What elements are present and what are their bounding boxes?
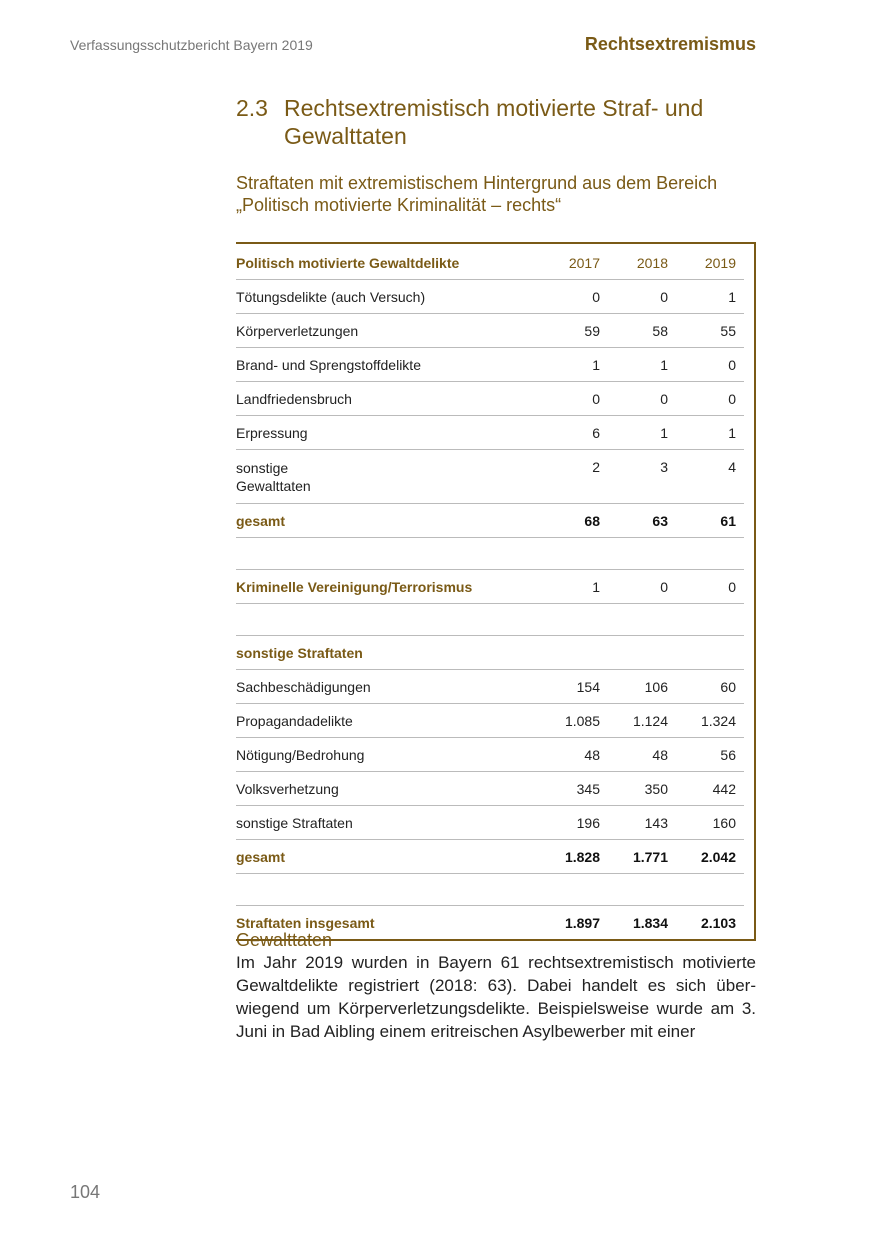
value-2018: 3 xyxy=(660,459,668,475)
value-2018: 0 xyxy=(660,391,668,407)
other-total-row xyxy=(236,840,744,874)
violent-total-row xyxy=(236,504,744,538)
other-offences-heading-row xyxy=(236,636,744,670)
terrorism-row xyxy=(236,570,744,604)
value-2019: 160 xyxy=(712,815,736,831)
row-label: Tötungsdelikte (auch Versuch) xyxy=(236,289,426,305)
table-row xyxy=(236,416,744,450)
page-number: 104 xyxy=(70,1182,101,1202)
table-row xyxy=(236,772,744,806)
row-label: Nötigung/Bedrohung xyxy=(236,747,365,763)
grand-total-2019: 2.103 xyxy=(700,915,736,931)
value-2018: 1 xyxy=(660,425,668,441)
header-year-2017: 2017 xyxy=(568,255,600,271)
header-label: Politisch motivierte Gewaltdelikte xyxy=(236,255,460,271)
value-2018: 106 xyxy=(644,679,668,695)
row-label: Propagandadelikte xyxy=(236,713,353,729)
value-2019: 1 xyxy=(728,289,736,305)
table-row xyxy=(236,806,744,840)
value-2017: 345 xyxy=(576,781,600,797)
value-2017: 0 xyxy=(592,289,600,305)
value-2019: 0 xyxy=(728,357,736,373)
value-2017: 48 xyxy=(584,747,600,763)
table-row xyxy=(236,450,744,504)
value-2018: 1.124 xyxy=(632,713,668,729)
grand-total-label: Straftaten insgesamt xyxy=(236,915,375,931)
value-2019: 55 xyxy=(720,323,736,339)
total-2018: 63 xyxy=(652,513,668,529)
section-title: Rechtsextremistisch motivierte Straf- und Gewalttaten xyxy=(284,95,704,149)
spacer-row xyxy=(236,874,744,906)
value-2019: 1 xyxy=(728,425,736,441)
value-2017: 1 xyxy=(592,579,600,595)
value-2019: 0 xyxy=(728,579,736,595)
body-subheading: Gewalttaten xyxy=(236,930,333,950)
value-2017: 6 xyxy=(592,425,600,441)
value-2019: 1.324 xyxy=(700,713,736,729)
header-year-2019: 2019 xyxy=(704,255,736,271)
value-2019: 442 xyxy=(712,781,736,797)
body-paragraph: Im Jahr 2019 wurden in Bayern 61 rechtsextremistisch motivierte Gewaltdelikte registriert (2018: 63). Dabei handelt es sich überwiegend um Körperverletzungsdelikte. Beispielsweise wurde am 3. Juni in Bad Aibling einem eritreischen Asylbewerber mit einer xyxy=(236,953,756,1041)
table-caption: Straftaten mit extremistischem Hintergrund aus dem Bereich „Politisch motivierte Kriminalität – rechts“ xyxy=(236,173,718,215)
table-row xyxy=(236,704,744,738)
value-2017: 2 xyxy=(592,459,600,475)
table-row xyxy=(236,670,744,704)
value-2018: 48 xyxy=(652,747,668,763)
value-2019: 0 xyxy=(728,391,736,407)
row-label: sonstige Gewalttaten xyxy=(236,460,311,494)
total-2019: 2.042 xyxy=(700,849,736,865)
running-header-title: Verfassungsschutzbericht Bayern 2019 xyxy=(70,37,313,53)
section-number: 2.3 xyxy=(236,95,268,121)
table-header-row xyxy=(236,244,744,280)
value-2019: 60 xyxy=(720,679,736,695)
row-label: Volksverhetzung xyxy=(236,781,339,797)
value-2018: 0 xyxy=(660,289,668,305)
table-row xyxy=(236,738,744,772)
table-row xyxy=(236,314,744,348)
table-row xyxy=(236,280,744,314)
value-2018: 1 xyxy=(660,357,668,373)
header-year-2018: 2018 xyxy=(636,255,668,271)
row-label: sonstige Straftaten xyxy=(236,815,353,831)
spacer-row xyxy=(236,538,744,570)
row-label: Sachbeschädigungen xyxy=(236,679,371,695)
spacer-row xyxy=(236,604,744,636)
row-label: Kriminelle Vereinigung/Terrorismus xyxy=(236,579,473,595)
grand-total-2018: 1.834 xyxy=(632,915,668,931)
value-2018: 350 xyxy=(644,781,668,797)
running-header-chapter: Rechtsextremismus xyxy=(584,34,756,54)
value-2018: 143 xyxy=(644,815,668,831)
table-row xyxy=(236,382,744,416)
group-heading: sonstige Straftaten xyxy=(236,645,363,661)
row-label: Brand- und Sprengstoffdelikte xyxy=(236,357,421,373)
value-2017: 0 xyxy=(592,391,600,407)
value-2017: 154 xyxy=(576,679,600,695)
value-2017: 59 xyxy=(584,323,600,339)
total-2017: 68 xyxy=(584,513,600,529)
total-2018: 1.771 xyxy=(632,849,668,865)
total-2019: 61 xyxy=(720,513,736,529)
value-2018: 0 xyxy=(660,579,668,595)
value-2018: 58 xyxy=(652,323,668,339)
total-2017: 1.828 xyxy=(564,849,600,865)
value-2019: 56 xyxy=(720,747,736,763)
grand-total-2017: 1.897 xyxy=(564,915,600,931)
section-heading xyxy=(236,94,776,150)
row-label: Landfriedensbruch xyxy=(236,391,352,407)
row-label: Erpressung xyxy=(236,425,308,441)
value-2017: 1 xyxy=(592,357,600,373)
statistics-table xyxy=(236,242,756,941)
value-2017: 196 xyxy=(576,815,600,831)
value-2019: 4 xyxy=(728,459,736,475)
row-label: Körperverletzungen xyxy=(236,323,359,339)
value-2017: 1.085 xyxy=(564,713,600,729)
table-row xyxy=(236,348,744,382)
total-label: gesamt xyxy=(236,849,286,865)
total-label: gesamt xyxy=(236,513,286,529)
